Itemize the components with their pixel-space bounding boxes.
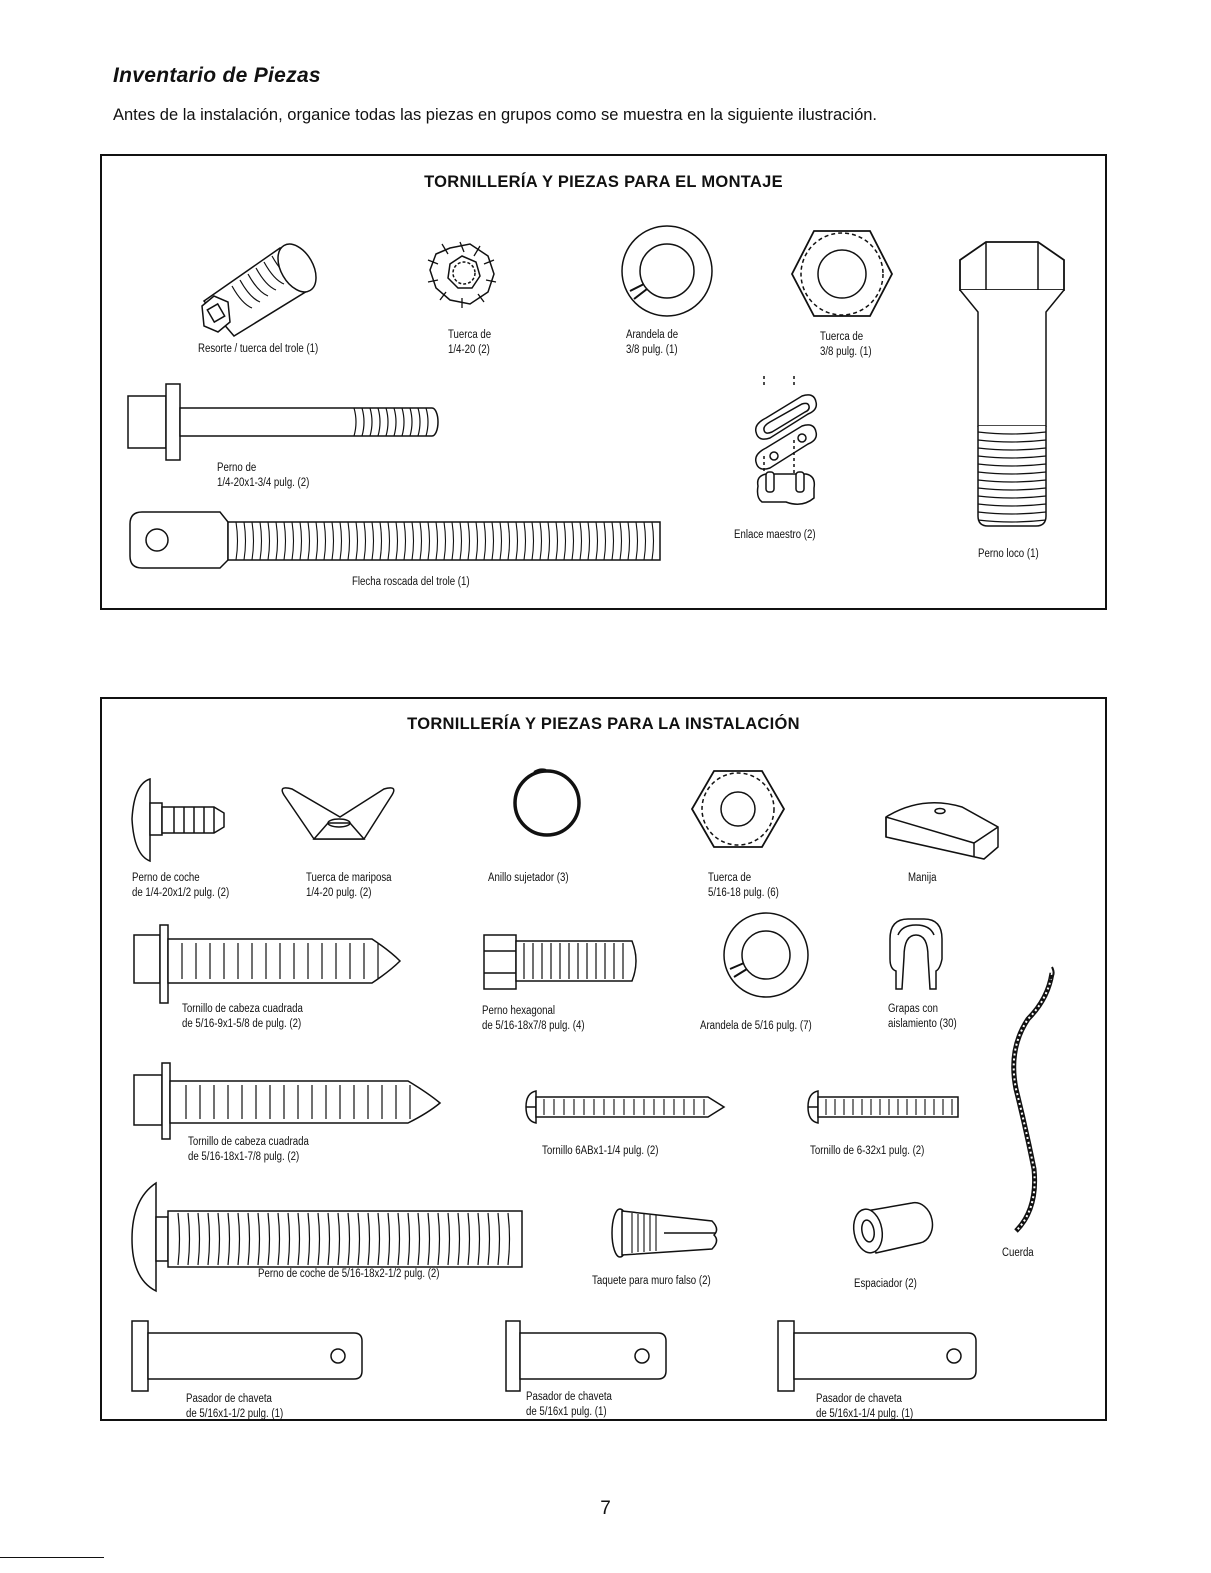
installation-panel-title: TORNILLERÍA Y PIEZAS PARA LA INSTALACIÓN xyxy=(407,715,800,733)
staples-label: Grapas con aislamiento (30) xyxy=(888,1003,957,1030)
nut-516-label: Tuerca de 5/16-18 pulg. (6) xyxy=(708,872,779,899)
drywall-anchor-icon xyxy=(612,1209,717,1257)
lock-washer-icon xyxy=(622,226,712,316)
footer-rule xyxy=(0,1557,104,1558)
washer-38-label: Arandela de 3/8 pulg. (1) xyxy=(626,329,679,356)
spacer-icon xyxy=(850,1203,932,1255)
drywall-anchor-label: Taquete para muro falso (2) xyxy=(592,1275,711,1287)
master-link-icon xyxy=(756,376,817,504)
rope-label: Cuerda xyxy=(1002,1247,1034,1259)
threaded-shaft-label: Flecha roscada del trole (1) xyxy=(352,576,470,588)
star-lock-nut-icon xyxy=(428,242,496,308)
retaining-ring-icon xyxy=(515,769,579,835)
clevis-pin-1-label: Pasador de chaveta de 5/16x1-1/2 pulg. (1) xyxy=(186,1393,284,1420)
assembly-parts-illustration xyxy=(102,156,1109,612)
clevis-pin-medium-icon xyxy=(778,1321,976,1391)
carriage-bolt-icon xyxy=(132,779,224,861)
sheet-metal-screw-icon xyxy=(526,1091,724,1123)
carriage-bolt-small-label: Perno de coche de 1/4-20x1/2 pulg. (2) xyxy=(132,872,230,899)
hex-bolt-label: Perno hexagonal de 5/16-18x7/8 pulg. (4) xyxy=(482,1005,585,1032)
installation-parts-illustration xyxy=(102,699,1109,1423)
clevis-pin-3-label: Pasador de chaveta de 5/16x1-1/4 pulg. (1) xyxy=(816,1393,914,1420)
insulated-staple-icon xyxy=(890,919,942,989)
hex-nut-icon xyxy=(792,231,892,316)
wing-nut-icon xyxy=(282,788,394,839)
screw-6ab-label: Tornillo 6ABx1-1/4 pulg. (2) xyxy=(542,1145,659,1157)
hex-bolt-icon xyxy=(128,384,438,460)
page-title: Inventario de Piezas xyxy=(113,64,321,87)
trolley-spring-label: Resorte / tuerca del trole (1) xyxy=(198,343,319,355)
intro-text: Antes de la instalación, organice todas las piezas en grupos como se muestra en la siguiente ilustración. xyxy=(113,106,878,124)
assembly-hardware-panel xyxy=(100,154,1107,610)
clevis-pin-2-label: Pasador de chaveta de 5/16x1 pulg. (1) xyxy=(526,1391,612,1418)
page-number: 7 xyxy=(600,1498,611,1519)
assembly-panel-title: TORNILLERÍA Y PIEZAS PARA EL MONTAJE xyxy=(424,173,783,191)
lock-washer-516-icon xyxy=(724,913,808,997)
handle-label: Manija xyxy=(908,872,937,884)
screw-632-label: Tornillo de 6-32x1 pulg. (2) xyxy=(810,1145,925,1157)
master-link-label: Enlace maestro (2) xyxy=(734,529,816,541)
installation-hardware-panel xyxy=(100,697,1107,1421)
clevis-pin-short-icon xyxy=(506,1321,666,1391)
trolley-spring-icon xyxy=(202,237,324,336)
hex-nut-516-icon xyxy=(692,771,784,847)
bolt-14-label: Perno de 1/4-20x1-3/4 pulg. (2) xyxy=(217,462,310,489)
spacer-label: Espaciador (2) xyxy=(854,1278,917,1290)
nut-38-label: Tuerca de 3/8 pulg. (1) xyxy=(820,331,872,358)
idler-bolt-label: Perno loco (1) xyxy=(978,548,1039,560)
hex-head-bolt-icon xyxy=(484,935,636,989)
retaining-ring-label: Anillo sujetador (3) xyxy=(488,872,569,884)
rope-icon xyxy=(1014,967,1054,1231)
handle-icon xyxy=(886,803,998,859)
washer-516-label: Arandela de 5/16 pulg. (7) xyxy=(700,1020,812,1032)
lag-screw-icon xyxy=(134,925,400,1003)
nut-14-20-label: Tuerca de 1/4-20 (2) xyxy=(448,329,492,356)
idler-bolt-icon xyxy=(960,242,1064,526)
lag-screw-1-label: Tornillo de cabeza cuadrada de 5/16-9x1-5/8 de pulg. (2) xyxy=(182,1003,303,1030)
lag-screw-long-icon xyxy=(134,1063,440,1139)
threaded-shaft-icon xyxy=(130,512,660,568)
wing-nut-label: Tuerca de mariposa 1/4-20 pulg. (2) xyxy=(306,872,392,899)
lag-screw-2-label: Tornillo de cabeza cuadrada de 5/16-18x1-7/8 pulg. (2) xyxy=(188,1136,309,1163)
carriage-bolt-long-label: Perno de coche de 5/16-18x2-1/2 pulg. (2) xyxy=(258,1268,440,1280)
clevis-pin-icon xyxy=(132,1321,362,1391)
machine-screw-icon xyxy=(808,1091,958,1123)
